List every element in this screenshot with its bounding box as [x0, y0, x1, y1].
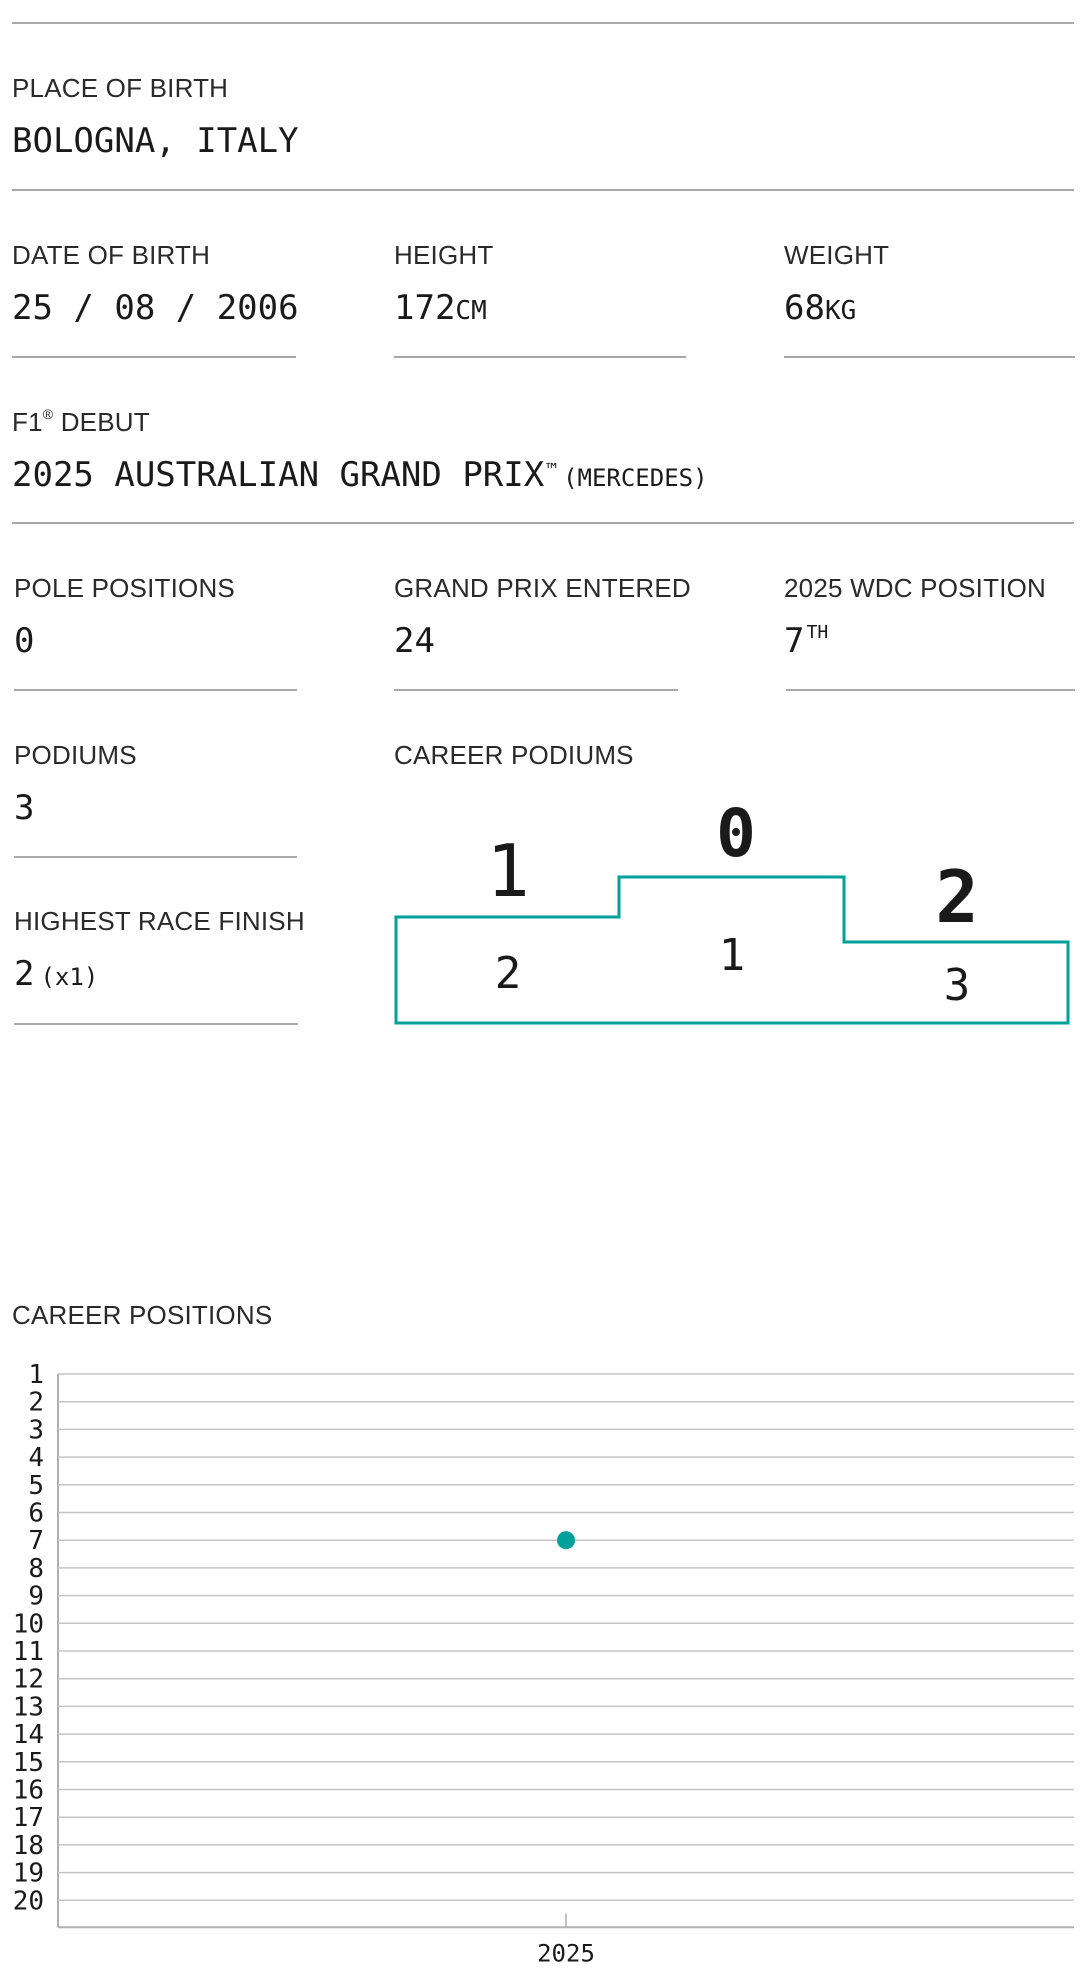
f1-debut-team: (MERCEDES) [563, 464, 708, 492]
career-podiums-graphic [392, 780, 1076, 1030]
height-label: HEIGHT [394, 240, 494, 270]
pole-positions-value: 0 [14, 621, 35, 661]
y-tick-label: 6 [28, 1498, 44, 1529]
career-podiums-label: CAREER PODIUMS [394, 740, 634, 770]
pole-positions-label: POLE POSITIONS [14, 573, 235, 603]
y-tick-label: 11 [12, 1637, 44, 1667]
podiums-label: PODIUMS [14, 740, 137, 770]
podium-place-first: 1 [718, 930, 746, 981]
height-divider [394, 356, 686, 358]
y-tick-label: 17 [12, 1803, 44, 1834]
place-of-birth-label: PLACE OF BIRTH [12, 73, 229, 103]
career-positions-chart [0, 1350, 1083, 1969]
podium-count-second: 1 [486, 829, 530, 913]
y-tick-label: 14 [12, 1720, 44, 1751]
y-tick-label: 1 [28, 1360, 44, 1390]
podium-count-third: 2 [935, 855, 979, 939]
y-tick-label: 7 [28, 1526, 44, 1557]
f1-debut-label [12, 407, 150, 438]
y-tick-label: 16 [12, 1775, 44, 1806]
weight-divider [784, 356, 1075, 358]
highest-race-finish-value [14, 954, 98, 994]
y-tick-label: 4 [28, 1443, 44, 1474]
weight-number: 68 [784, 288, 825, 328]
grand-prix-entered-value: 24 [394, 621, 435, 661]
data-point [557, 1531, 575, 1549]
wdc-position-label: 2025 WDC POSITION [784, 573, 1047, 603]
wdc-position-value [784, 621, 828, 661]
date-of-birth-label: DATE OF BIRTH [12, 240, 211, 270]
podium-place-second: 2 [494, 948, 522, 999]
grand-prix-entered-label: GRAND PRIX ENTERED [394, 573, 691, 603]
wdc-position-divider [786, 689, 1075, 691]
weight-label: WEIGHT [784, 240, 890, 270]
date-of-birth-divider [12, 356, 296, 358]
wdc-position-number: 7 [784, 621, 805, 661]
y-tick-label: 2 [28, 1387, 44, 1418]
f1-debut-label-prefix: F1 [12, 407, 43, 437]
f1-debut-race: 2025 AUSTRALIAN GRAND PRIX [12, 455, 545, 495]
podium-count-first: 0 [716, 795, 756, 872]
weight-unit: KG [824, 296, 857, 326]
top-divider [12, 22, 1074, 24]
highest-race-finish-divider [14, 1023, 298, 1025]
place-of-birth-value: BOLOGNA, ITALY [12, 121, 299, 161]
y-tick-label: 9 [28, 1581, 44, 1612]
wdc-position-suffix: TH [806, 622, 829, 643]
highest-race-finish-count: (x1) [40, 963, 99, 991]
grand-prix-entered-divider [394, 689, 678, 691]
career-positions-label: CAREER POSITIONS [12, 1300, 273, 1330]
f1-debut-divider [12, 522, 1074, 524]
y-tick-label: 20 [12, 1886, 44, 1917]
f1-debut-value [12, 455, 708, 495]
y-tick-label: 8 [28, 1553, 44, 1584]
trademark-mark: ™ [546, 460, 558, 481]
y-tick-label: 15 [12, 1747, 44, 1778]
y-tick-label: 13 [12, 1692, 44, 1723]
height-number: 172 [394, 288, 456, 328]
place-of-birth-divider [12, 189, 1074, 191]
pole-positions-divider [14, 689, 297, 691]
y-tick-label: 18 [12, 1830, 44, 1861]
y-tick-label: 3 [28, 1415, 44, 1446]
y-tick-label: 10 [12, 1609, 44, 1640]
podium-place-third: 3 [943, 960, 971, 1011]
height-value [394, 288, 487, 328]
y-tick-label: 5 [28, 1470, 44, 1501]
registered-mark: ® [42, 406, 54, 422]
date-of-birth-value: 25 / 08 / 2006 [12, 288, 299, 328]
y-tick-label: 19 [12, 1858, 44, 1889]
weight-value [784, 288, 856, 328]
y-tick-label: 12 [12, 1664, 44, 1695]
highest-race-finish-number: 2 [14, 954, 35, 994]
highest-race-finish-label: HIGHEST RACE FINISH [14, 906, 305, 936]
podiums-value: 3 [14, 788, 35, 828]
podiums-divider [14, 856, 297, 858]
f1-debut-label-suffix: DEBUT [53, 407, 150, 437]
x-tick-label: 2025 [537, 1939, 595, 1968]
height-unit: CM [455, 296, 487, 326]
